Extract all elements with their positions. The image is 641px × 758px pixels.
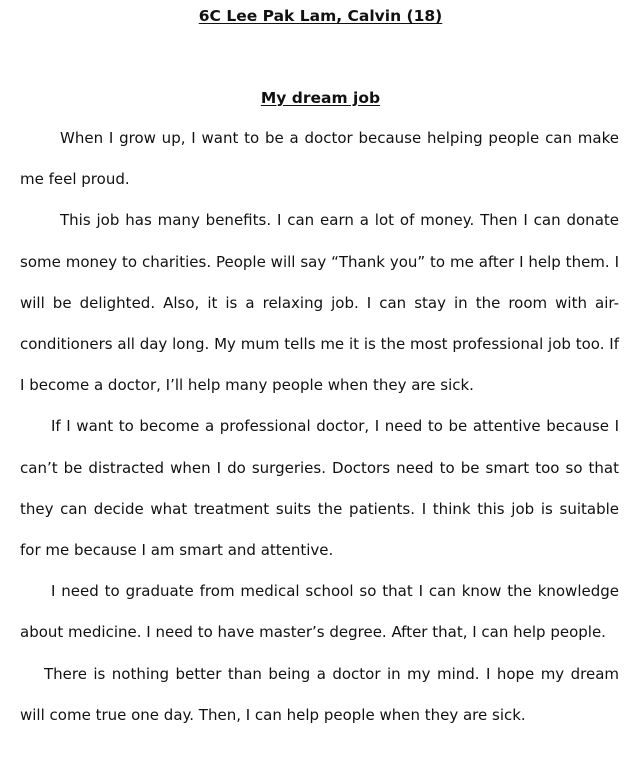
essay-body (20, 118, 619, 736)
paragraph-5: There is nothing better than being a doctor in my mind. I hope my dream will come true one day. Then, I can help people when they are sick. (20, 664, 619, 724)
paragraph-3: If I want to become a professional doctor, I need to be attentive because I can’t be distracted when I do surgeries. Doctors need to be smart too so that they can decide what treatment suits the patients. I think this job is suitable for me because I am smart and attentive. (20, 417, 619, 560)
paragraph-1: When I grow up, I want to be a doctor because helping people can make me feel proud. (20, 129, 619, 189)
essay-title: My dream job (260, 89, 381, 107)
paragraph-4: I need to graduate from medical school so that I can know the knowledge about medicine. I need to have master’s degree. After that, I can help people. (20, 582, 619, 642)
student-name-header: 6C Lee Pak Lam, Calvin (18) (198, 7, 443, 25)
paragraph-2: This job has many benefits. I can earn a lot of money. Then I can donate some money to charities. People will say “Thank you” to me after I help them. I will be delighted. Also, it is a relaxing job. I can stay in the room with air-conditioners all day long. My mum tells me it is the most professional job too. If I become a doctor, I’ll help many people when they are sick. (20, 211, 619, 395)
